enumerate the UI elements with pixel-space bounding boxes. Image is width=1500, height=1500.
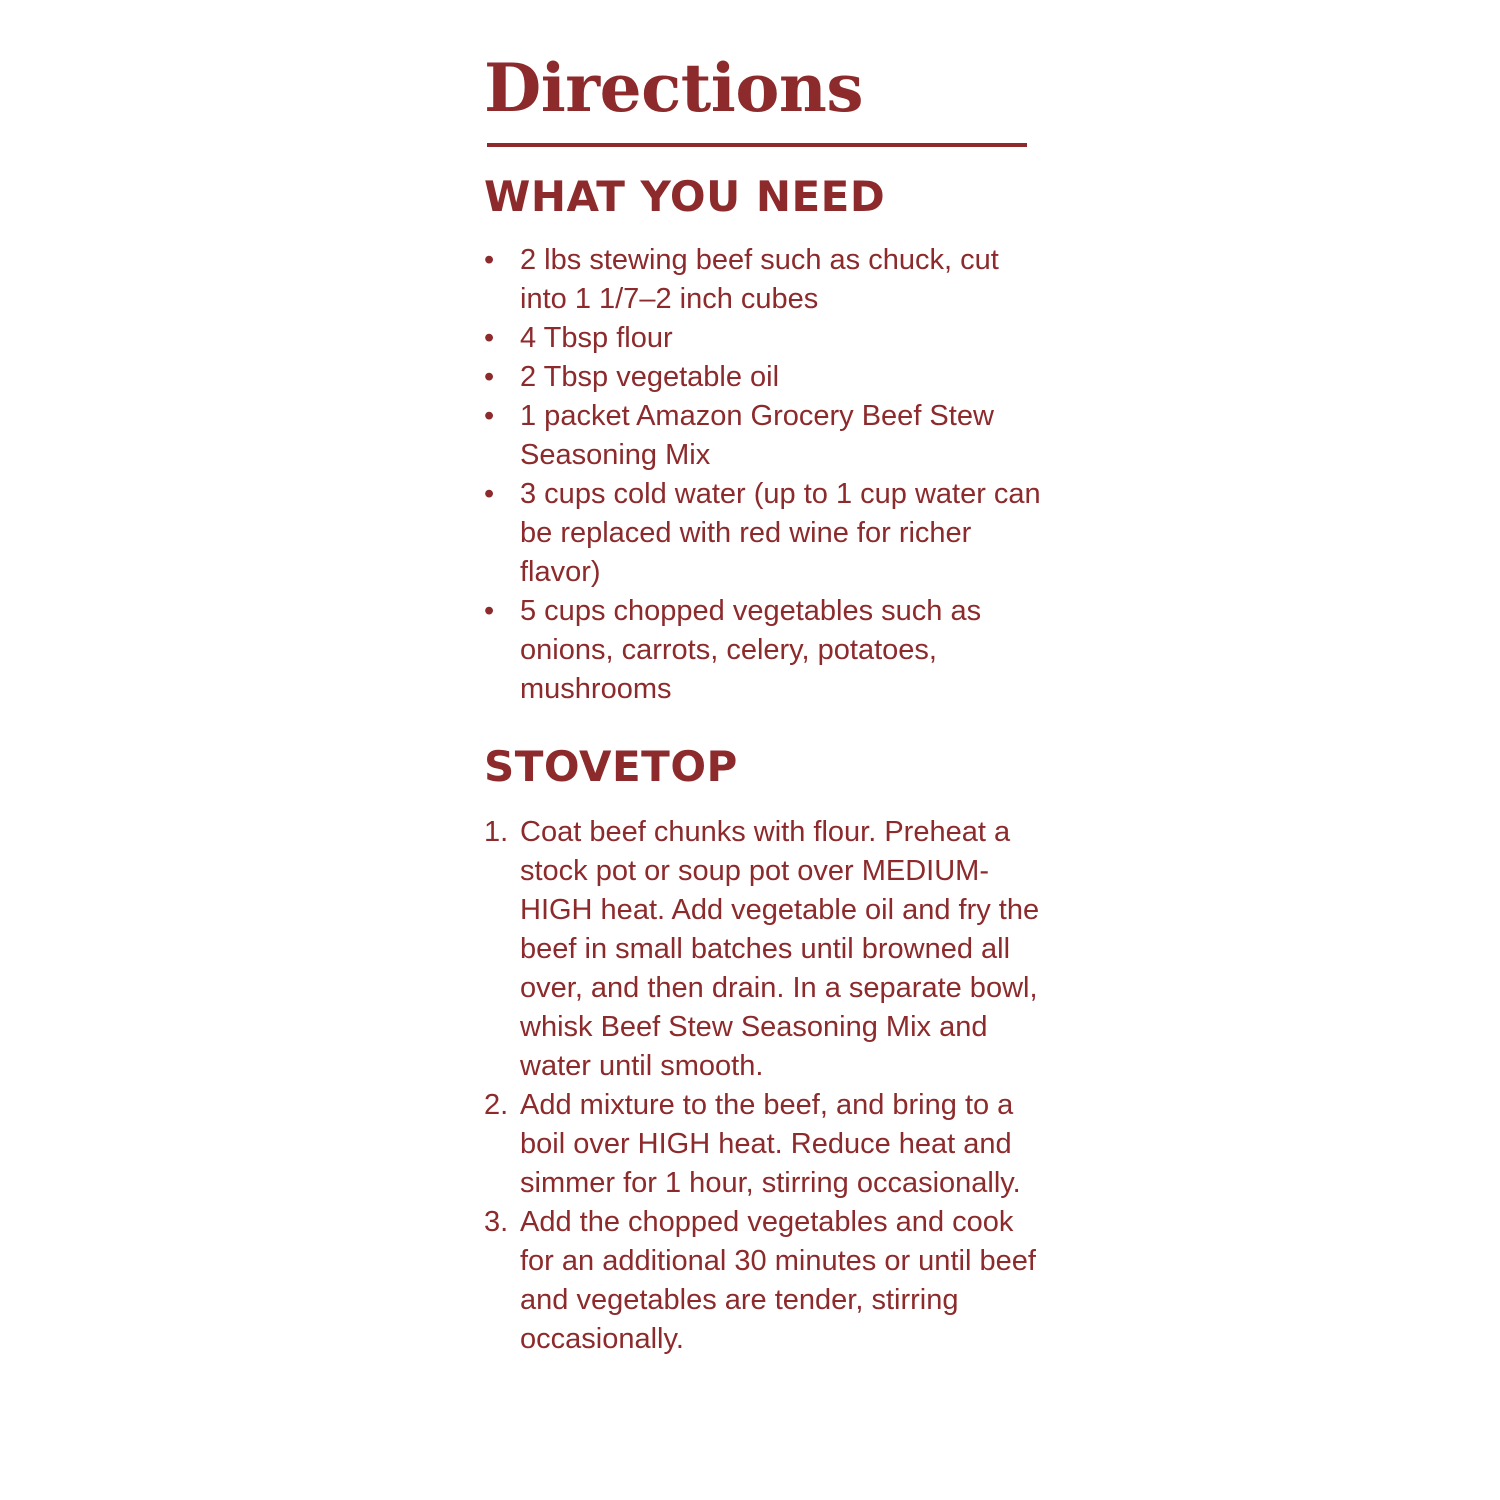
- ingredient-text: 2 Tbsp vegetable oil: [520, 361, 780, 393]
- step-item: [484, 1203, 1044, 1359]
- ingredient-text: 2 lbs stewing beef such as chuck, cut into 1 1/7–2 inch cubes: [520, 244, 999, 315]
- step-item: [484, 1086, 1044, 1203]
- step-text: Add mixture to the beef, and bring to a boil over HIGH heat. Reduce heat and simmer for 1 hour, stirring occasionally.: [520, 1089, 1021, 1199]
- bullet-icon: •: [484, 361, 495, 393]
- ingredient-item: [484, 358, 1044, 397]
- step-number: 3.: [484, 1206, 509, 1238]
- ingredient-item: [484, 592, 1044, 709]
- directions-panel: [484, 48, 1044, 1359]
- bullet-icon: •: [484, 322, 495, 354]
- bullet-icon: •: [484, 478, 495, 510]
- step-text: Add the chopped vegetables and cook for an additional 30 minutes or until beef and vegetables are tender, stirring occasionally.: [520, 1206, 1036, 1355]
- ingredient-text: 5 cups chopped vegetables such as onions, carrots, celery, potatoes, mushrooms: [520, 595, 982, 705]
- page-title: Directions: [484, 49, 863, 127]
- bullet-icon: •: [484, 595, 495, 627]
- ingredients-list: [484, 241, 1044, 709]
- ingredient-item: [484, 319, 1044, 358]
- ingredient-item: [484, 241, 1044, 319]
- ingredient-text: 4 Tbsp flour: [520, 322, 673, 354]
- bullet-icon: •: [484, 400, 495, 432]
- stovetop-steps-list: [484, 813, 1044, 1359]
- step-number: 1.: [484, 816, 509, 848]
- step-number: 2.: [484, 1089, 509, 1121]
- what-you-need-heading: WHAT YOU NEED: [484, 172, 886, 221]
- ingredient-text: 1 packet Amazon Grocery Beef Stew Seasoning Mix: [520, 400, 994, 471]
- step-text: Coat beef chunks with flour. Preheat a stock pot or soup pot over MEDIUM-HIGH heat. Add vegetable oil and fry the beef in small batches until browned all over, and then drain. In a separate bowl, whisk Beef Stew Seasoning Mix and water until smooth.: [520, 816, 1040, 1082]
- ingredient-text: 3 cups cold water (up to 1 cup water can be replaced with red wine for richer flavor): [520, 478, 1041, 588]
- step-item: [484, 813, 1044, 1086]
- ingredient-item: [484, 397, 1044, 475]
- stovetop-heading: STOVETOP: [484, 742, 738, 791]
- bullet-icon: •: [484, 244, 495, 276]
- title-divider: [487, 143, 1027, 147]
- ingredient-item: [484, 475, 1044, 592]
